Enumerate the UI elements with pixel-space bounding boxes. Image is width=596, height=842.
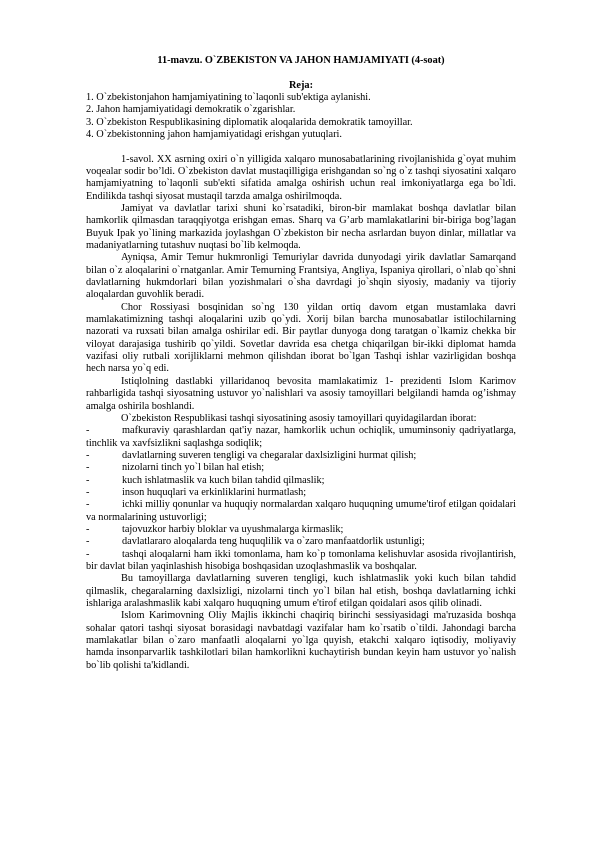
paragraph-international-law: Bu tamoyillarga davlatlarning suveren tengligi, kuch ishlatmaslik yoki kuch bilan tahdid qilmaslik, chegaralarning daxlsizligi, nizolarni tinch yo`l bilan hal etish, boshqa davlatlarning ichki ishlariga aralashmaslik kabi xalqaro huquqning umum e'tirof etilgan qoidalari asos qilib olinadi.	[86, 573, 516, 609]
principles-list	[86, 425, 516, 573]
principle-text: davlatlarning suveren tengligi va chegaralar daxlsizligini hurmat qilish;	[122, 449, 417, 461]
plan-item: 4. O`zbekistonning jahon hamjamiyatidagi erishgan yutuqlari.	[86, 129, 342, 141]
dash-marker: -	[86, 523, 90, 535]
paragraph-independence: Istiqlolning dastlabki yillaridanoq bevosita mamlakatimiz 1- prezidenti Islom Karimov rahbarligida tashqi siyosatning ustuvor yo`nalishlari va asosiy tamoyillari belgilandi hamda og’ishmay amalga oshirila boshlandi.	[86, 375, 516, 412]
principle-item	[86, 425, 516, 450]
principle-item	[86, 536, 516, 548]
dash-marker: -	[86, 425, 90, 437]
principle-item	[86, 549, 516, 574]
dash-marker: -	[86, 548, 90, 560]
paragraph-amir-temur: Ayniqsa, Amir Temur hukmronligi Temuriylar davrida dunyodagi yirik davlatlar Samarqand bilan o`z aloqalarini o`rnatganlar. Amir Temurning Frantsiya, Angliya, Ispaniya qirollari, o`nlab qo`shni davlatlarning hukmdorlari bilan yozishmalari o`sha davrdagi jo`shqin siyosiy, madaniy va tijoriy aloqalardan guvohlik beradi.	[86, 252, 516, 301]
paragraph-question-1: 1-savol. XX asrning oxiri o`n yilligida xalqaro munosabatlarining rivojlanishida g`oyat muhim voqealar sodir bo’ldi. O`zbekiston davlat mustaqilligiga erishgandan so`ng o`z tashqi siyosatini xalqaro hamjamiyatning to`laqonli sub'ekti sifatida amalga oshirish uchun real imkoniyatlarga ega bo`ldi. Endilikda tashqi siyosat mustaqil tarzda amalga oshirilmoqda.	[86, 153, 516, 202]
paragraph-principles-intro: O`zbekiston Respublikasi tashqi siyosatining asosiy tamoyillari quyidagilardan iborat:	[121, 412, 477, 424]
principle-text: mafkuraviy qarashlardan qat'iy nazar, hamkorlik uchun ochiqlik, umuminsoniy qadriyatlarga, tinchlik va xavfsizlikni saqlashga sodiqlik;	[86, 425, 516, 449]
principle-text: nizolarni tinch yo`l bilan hal etish;	[122, 462, 265, 474]
principle-item	[86, 524, 516, 536]
dash-marker: -	[86, 486, 90, 498]
principle-text: davlatlararo aloqalarda teng huquqlilik va o`zaro manfaatdorlik ustunligi;	[122, 536, 425, 548]
paragraph-colonial-period: Chor Rossiyasi bosqinidan so`ng 130 yildan ortiq davom etgan mustamlaka davri mamlakatimizning tashqi aloqalarini uzib qo`ydi. Xorij bilan barcha munosabatlar istilochilarning nazorati va ruxsati bilan amalga oshirilar edi. Bir paytlar dunyoga dong taratgan o`lkamiz chekka bir viloyat darajasiga tushirib qo`yildi. Sovetlar davrida esa chetga chiqarilgan bir-ikki diplomat hamda vazifasi oliy rutbali xorijliklarni mehmon qilishdan iborat bo`lgan Tashqi ishlar vazirligidan boshqa hech narsa yo`q edi.	[86, 301, 516, 375]
plan-list	[86, 92, 516, 142]
principle-item	[86, 450, 516, 462]
plan-item: 2. Jahon hamjamiyatidagi demokratik o`zgarishlar.	[86, 104, 296, 116]
plan-heading: Reja:	[288, 80, 313, 91]
paragraph-oliy-majlis: Islom Karimovning Oliy Majlis ikkinchi chaqiriq birinchi sessiyasidagi ma'ruzasida boshqa sohalar qatori tashqi siyosat borasidagi navbatdagi vazifalar ham ko`rsatib o`tildi. Jahondagi barcha mamlakatlar bilan o`zaro manfaatli aloqalarni yo`lga quyish, etakchi xalqaro iqtisodiy, moliyaviy hamda insonparvarlik tashkilotlari bilan hamkorlikni kuchaytirish bundan keyin ham ustuvor yo`nalish bo`lib qolishi ta'kidlandi.	[86, 610, 516, 671]
document-title: 11-mavzu. O`ZBEKISTON VA JAHON HAMJAMIYATI (4-soat)	[157, 55, 445, 66]
dash-marker: -	[86, 536, 90, 548]
dash-marker: -	[86, 499, 90, 511]
principle-text: inson huquqlari va erkinliklarini hurmatlash;	[122, 486, 307, 498]
principle-item	[86, 475, 516, 487]
plan-item: 1. O`zbekistonjahon hamjamiyatining to`laqonli sub'ektiga aylanishi.	[86, 92, 371, 103]
dash-marker: -	[86, 449, 90, 461]
dash-marker: -	[86, 462, 90, 474]
principle-text: ichki milliy qonunlar va huquqiy normalardan xalqaro huquqning umume'tirof etilgan qoidalari va normalarining ustuvorligi;	[86, 499, 516, 523]
principle-item	[86, 462, 516, 474]
principle-text: tashqi aloqalarni ham ikki tomonlama, ham ko`p tomonlama kelishuvlar asosida rivojlantirish, bir davlat bilan yaqinlashish hisobiga boshqasidan uzoqlashmaslik va boshqalar.	[86, 548, 516, 572]
principle-text: kuch ishlatmaslik va kuch bilan tahdid qilmaslik;	[122, 474, 325, 486]
principle-item	[86, 487, 516, 499]
paragraph-history: Jamiyat va davlatlar tarixi shuni ko`rsatadiki, biron-bir mamlakat boshqa davlatlar bilan hamkorlik qilmasdan taraqqiyotga erishgan emas. Sharq va G’arb mamlakatlarini bir-biriga bog’lagan Buyuk Ipak yo`lining markazida joylashgan O`zbekiston bir necha asrlardan buyon dinlar, millatlar va madaniyatlarning tutashuv nuqtasi bo`lib kelmoqda.	[86, 203, 516, 252]
principle-item	[86, 499, 516, 524]
plan-item: 3. O`zbekiston Respublikasining diplomatik aloqalarida demokratik tamoyillar.	[86, 116, 413, 128]
principle-text: tajovuzkor harbiy bloklar va uyushmalarga kirmaslik;	[122, 523, 344, 535]
dash-marker: -	[86, 474, 90, 486]
